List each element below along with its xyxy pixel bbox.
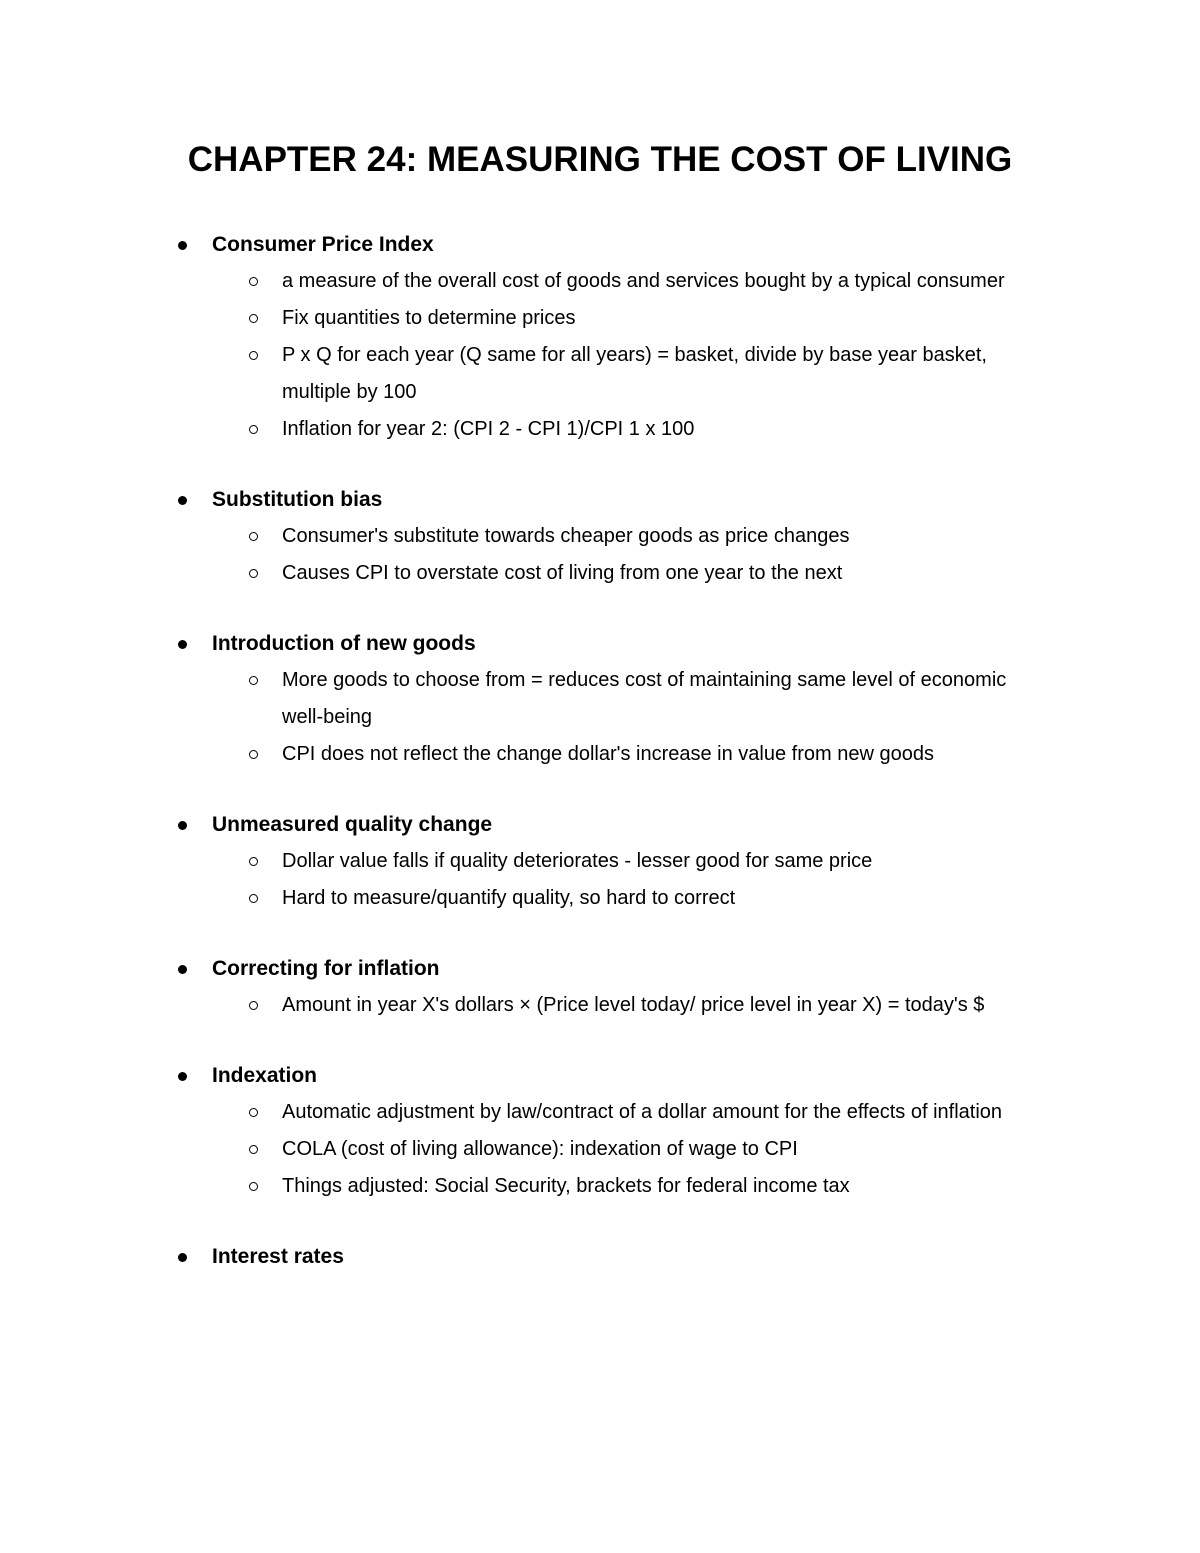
hollow-bullet-icon (249, 1001, 258, 1010)
outline-list (0, 227, 1200, 1309)
section-title: Unmeasured quality change (212, 813, 493, 836)
list-item-text: Causes CPI to overstate cost of living from one year to the next (282, 562, 843, 584)
section-title: Substitution bias (212, 488, 383, 511)
list-item (0, 987, 1200, 1024)
hollow-bullet-icon (249, 425, 258, 434)
page-title: CHAPTER 24: MEASURING THE COST OF LIVING (187, 140, 1013, 179)
hollow-bullet-icon (249, 569, 258, 578)
section-heading (0, 626, 1200, 662)
list-item-text: Things adjusted: Social Security, brackets for federal income tax (282, 1175, 850, 1197)
sub-item-list (0, 987, 1200, 1024)
filled-bullet-icon (178, 965, 187, 974)
outline-section (0, 482, 1200, 592)
filled-bullet-icon (178, 1072, 187, 1081)
list-item (0, 843, 1200, 880)
hollow-bullet-icon (249, 857, 258, 866)
list-item (0, 662, 1200, 736)
list-item-text: Hard to measure/quantify quality, so hard to correct (282, 887, 736, 909)
section-heading (0, 227, 1200, 263)
sub-item-list (0, 518, 1200, 592)
outline-section (0, 626, 1200, 773)
hollow-bullet-icon (249, 532, 258, 541)
hollow-bullet-icon (249, 894, 258, 903)
section-heading (0, 482, 1200, 518)
outline-section (0, 1058, 1200, 1205)
list-item (0, 411, 1200, 448)
hollow-bullet-icon (249, 676, 258, 685)
section-title: Interest rates (212, 1245, 344, 1268)
list-item-text: CPI does not reflect the change dollar's increase in value from new goods (282, 743, 934, 765)
list-item (0, 518, 1200, 555)
hollow-bullet-icon (249, 314, 258, 323)
hollow-bullet-icon (249, 1145, 258, 1154)
list-item (0, 736, 1200, 773)
list-item (0, 880, 1200, 917)
list-item-text: Inflation for year 2: (CPI 2 - CPI 1)/CPI 1 x 100 (282, 418, 695, 440)
section-title: Correcting for inflation (212, 957, 440, 980)
section-heading (0, 807, 1200, 843)
section-heading (0, 951, 1200, 987)
list-item (0, 1168, 1200, 1205)
list-item-text: a measure of the overall cost of goods and services bought by a typical consumer (282, 270, 1005, 292)
list-item-text: P x Q for each year (Q same for all years) = basket, divide by base year basket, multiple by 100 (282, 344, 987, 403)
list-item (0, 1094, 1200, 1131)
outline-section (0, 227, 1200, 448)
outline-section (0, 1239, 1200, 1275)
hollow-bullet-icon (249, 750, 258, 759)
filled-bullet-icon (178, 1253, 187, 1262)
outline-section (0, 807, 1200, 917)
hollow-bullet-icon (249, 1108, 258, 1117)
filled-bullet-icon (178, 241, 187, 250)
list-item (0, 337, 1200, 411)
outline-section (0, 951, 1200, 1024)
section-title: Consumer Price Index (212, 233, 434, 256)
filled-bullet-icon (178, 821, 187, 830)
list-item (0, 263, 1200, 300)
list-item-text: Dollar value falls if quality deteriorates - lesser good for same price (282, 850, 873, 872)
list-item-text: More goods to choose from = reduces cost of maintaining same level of economic well-being (282, 669, 1007, 728)
section-title: Introduction of new goods (212, 632, 476, 655)
list-item (0, 555, 1200, 592)
list-item (0, 1131, 1200, 1168)
sub-item-list (0, 843, 1200, 917)
list-item (0, 300, 1200, 337)
section-heading (0, 1239, 1200, 1275)
sub-item-list (0, 1094, 1200, 1205)
sub-item-list (0, 263, 1200, 448)
hollow-bullet-icon (249, 277, 258, 286)
hollow-bullet-icon (249, 1182, 258, 1191)
filled-bullet-icon (178, 496, 187, 505)
hollow-bullet-icon (249, 351, 258, 360)
filled-bullet-icon (178, 640, 187, 649)
list-item-text: COLA (cost of living allowance): indexation of wage to CPI (282, 1138, 798, 1160)
list-item-text: Automatic adjustment by law/contract of a dollar amount for the effects of inflation (282, 1101, 1003, 1123)
sub-item-list (0, 662, 1200, 773)
list-item-text: Fix quantities to determine prices (282, 307, 576, 329)
section-title: Indexation (212, 1064, 318, 1087)
list-item-text: Consumer's substitute towards cheaper goods as price changes (282, 525, 850, 547)
section-heading (0, 1058, 1200, 1094)
list-item-text: Amount in year X's dollars × (Price level today/ price level in year X) = today's $ (282, 994, 985, 1016)
